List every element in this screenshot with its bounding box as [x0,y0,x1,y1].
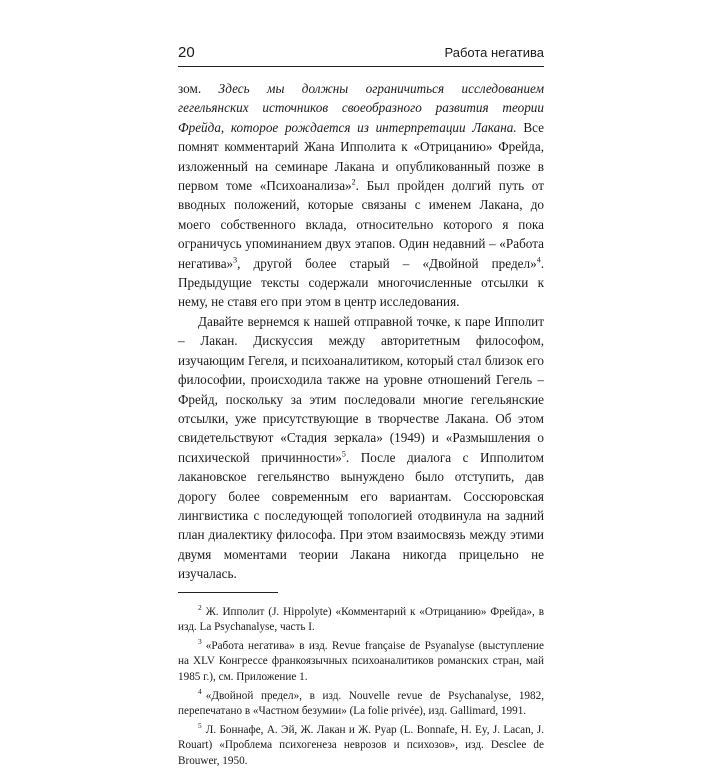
footnote-2 [178,602,544,636]
footnotes [178,602,544,770]
page-number: 20 [178,44,195,61]
text-span: . Был пройден долгий путь от вводных положений, которые связаны с именем Лакана, до моего собственного вклада, относительно которого я пока ограничусь упоминанием двух этапов. Один недавний – «Работа негатива» [178,178,544,271]
footnote-number: 2 [198,602,202,612]
text-span: Все помнят комментарий Жана Ипполита к «Отрицанию» Фрейда, изложенный на семинаре Лакана и опубликованный позже в первом томе «Психоанализа» [178,119,544,194]
text-span: зом. [178,81,219,96]
footnote-number: 3 [198,637,202,647]
footnote-4 [178,686,544,720]
footnote-divider [178,592,278,593]
footnote-text: Ж. Ипполит (J. Hippolyte) «Комментарий к «Отрицанию» Фрейда», в изд. La Psychanalyse, часть I. [178,605,544,634]
text-span: , другой более старый – «Двойной предел» [237,255,537,271]
italic-text: Здесь мы должны ограничиться исследованием гегельянских источников своеобразного развития теории Фрейда, которое рождается из интерпретации Лакана. [178,81,544,135]
footnote-number: 4 [198,686,202,696]
text-span: . Предыдущие тексты содержали многочисленные отсылки к нему, не ставя его при этом в центр исследования. [178,255,544,310]
footnote-5 [178,720,544,770]
text-span: Давайте вернемся к нашей отправной точке, к паре Ипполит – Лакан. Дискуссия между авторитетным философом, изучающим Гегеля, и психоаналитиком, который стал близок его философии, происходила также на уровне отношений Гегель – Фрейд, поскольку за этим последовали многие гегельянские отсылки, уже присутствующие в творчестве Лакана. Об этом свидетельствуют «Стадия зеркала» (1949) и «Размышления о психической причинности» [178,313,544,465]
paragraph-1 [178,79,544,312]
footnote-ref-3[interactable]: 3 [233,255,238,265]
paragraph-2 [178,312,544,584]
footnote-number: 5 [198,720,202,730]
footnote-3 [178,639,544,686]
footnote-ref-2[interactable]: 2 [351,177,356,187]
book-page [178,40,544,773]
main-text [178,79,544,584]
footnote-text: Л. Боннафе, А. Эй, Ж. Лакан и Ж. Руар (L. Bonnafe, H. Ey, J. Lacan, J. Rouart) «Проблема психогенеза неврозов и психозов», изд. Desclee de Brouwer, 1950. [178,723,544,767]
text-span: . После диалога с Ипполитом лакановское гегельянство вынуждено было отступить, дав дорогу более современным его вариантам. Соссюровская лингвистика с последующей топологией отодвинула на задний план диалектику философа. При этом взаимосвязь между этими двумя моментами теории Лакана никогда прицельно не изучалась. [178,449,544,582]
running-title: Работа негатива [444,45,544,60]
footnote-text: «Работа негатива» в изд. Revue française de Psyanalyse (выступление на XLV Конгрессе франкоязычных психоаналитиков романских стран, май 1985 г.), см. Приложение 1. [178,639,544,683]
page-header [178,40,544,67]
footnote-text: «Двойной предел», в изд. Nouvelle revue de Psychanalyse, 1982, перепечатано в «Частном безумии» (La folie privée), изд. Gallimard, 1991. [178,689,544,718]
footnote-ref-5[interactable]: 5 [341,449,346,459]
footnote-ref-4[interactable]: 4 [536,255,541,265]
